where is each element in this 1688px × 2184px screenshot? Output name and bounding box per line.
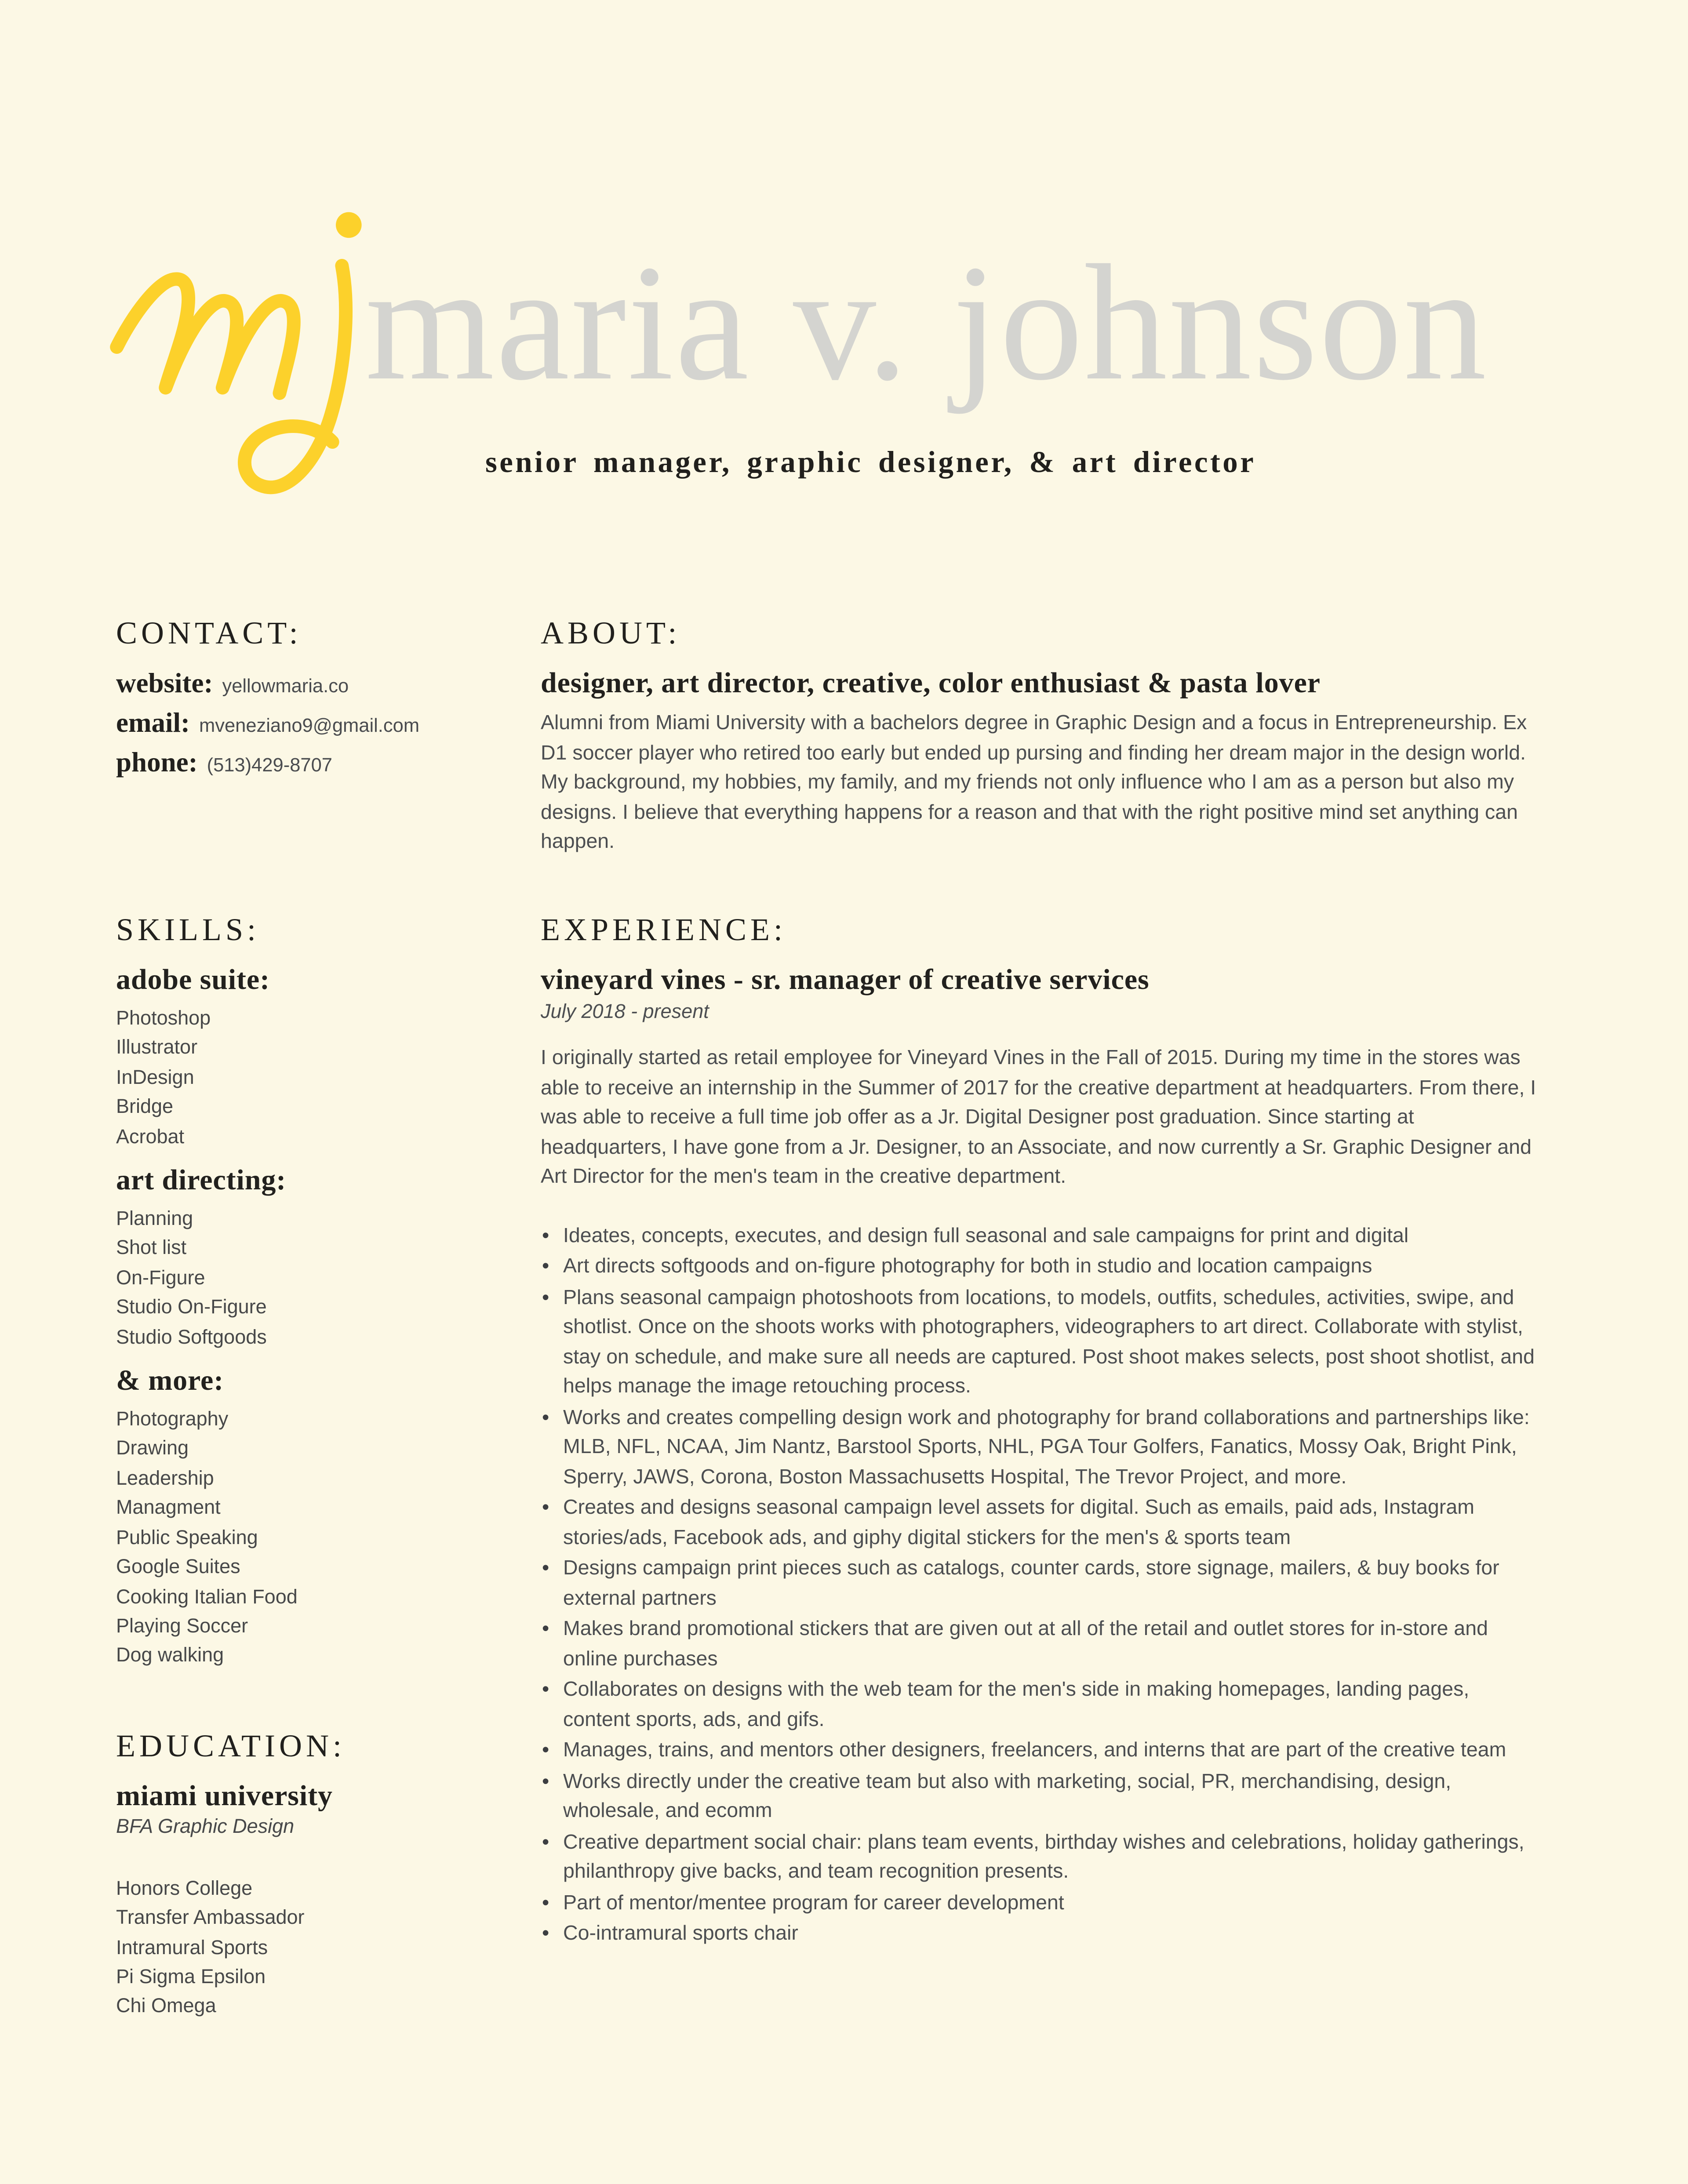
contact-row-website <box>116 667 541 700</box>
skill-list <box>116 1406 541 1672</box>
skill-item: On-Figure <box>116 1267 205 1290</box>
bullet-item: • Co-intramural sports chair <box>541 1920 1536 1950</box>
contact-section <box>116 617 541 914</box>
skill-group-more <box>116 1365 541 1672</box>
education-school: miami university <box>116 1778 333 1812</box>
logo-j-dot <box>336 212 362 238</box>
skill-item: Illustrator <box>116 1037 198 1060</box>
skill-item: Bridge <box>116 1096 174 1119</box>
education-activities-list <box>116 1875 541 2022</box>
bullet-item: • Collaborates on designs with the web team for the men's side in making homepages, landing pages, content sports, ads, and gifs. <box>541 1676 1536 1735</box>
education-activity: Transfer Ambassador <box>116 1907 305 1930</box>
bullet-item: • Art directs softgoods and on-figure photography for both in studio and location campaigns <box>541 1253 1536 1283</box>
education-heading: EDUCATION: <box>116 1730 346 1764</box>
job-summary: I originally started as retail employee for Vineyard Vines in the Fall of 2015. During my time in the stores was able to receive an internship in the Summer of 2017 for the creative department at headquarters. From there, I was able to receive a full time job offer as a Jr. Digital Designer post graduation. Since starting at headquarters, I have gone from a Jr. Designer, to an Associate, and now currently a Sr. Graphic Designer and Art Director for the men's team in the creative department. <box>541 1047 1536 1188</box>
education-activity: Intramural Sports <box>116 1936 268 1959</box>
website-value: yellowmaria.co <box>222 676 349 698</box>
contact-row-email <box>116 707 541 740</box>
bullet-item: • Manages, trains, and mentors other designers, freelancers, and interns that are part of the creative team <box>541 1737 1536 1766</box>
education-activity: Honors College <box>116 1877 253 1900</box>
job-dates: July 2018 - present <box>541 1001 709 1023</box>
education-activity: Chi Omega <box>116 1995 216 2018</box>
bullet-item: • Works and creates compelling design work and photography for brand collaborations and partnerships like: MLB, NFL, NCAA, Jim Nantz, Barstool Sports, NHL, PGA Tour Golfers, Fanatics, Mossy Oak, Bright Pink, Sperry, JAWS, Corona, Boston Massachusetts Hospital, The Trevor Project, and more. <box>541 1404 1536 1493</box>
resume-body <box>0 591 1688 2034</box>
phone-value: (513)429-8707 <box>207 756 332 777</box>
skill-group-adobe <box>116 964 541 1152</box>
skill-item: Studio On-Figure <box>116 1296 267 1319</box>
phone-label: phone: <box>116 746 198 778</box>
skill-group-title: & more: <box>116 1363 224 1397</box>
skill-item: Shot list <box>116 1237 187 1260</box>
skill-item: Planning <box>116 1208 193 1231</box>
skill-item: Public Speaking <box>116 1526 258 1549</box>
email-value: mveneziano9@gmail.com <box>199 716 420 737</box>
skill-item: Dog walking <box>116 1644 224 1667</box>
skill-item: Photoshop <box>116 1007 211 1030</box>
about-heading: ABOUT: <box>541 617 681 651</box>
experience-section <box>541 914 1536 1950</box>
about-subheading: designer, art director, creative, color enthusiast & pasta lover <box>541 666 1321 699</box>
website-label: website: <box>116 667 213 699</box>
bullet-item: • Creative department social chair: plans team events, birthday wishes and celebrations, holiday gatherings, philanthropy give backs, and team recognition presents. <box>541 1828 1536 1888</box>
skills-heading: SKILLS: <box>116 914 260 948</box>
left-column <box>116 617 541 2034</box>
job-title-tagline: senior manager, graphic designer, & art director <box>485 446 1256 479</box>
skill-item: Cooking Italian Food <box>116 1585 298 1608</box>
right-column <box>541 617 1589 2034</box>
skill-item: Playing Soccer <box>116 1615 248 1638</box>
contact-row-phone <box>116 746 541 779</box>
skill-list <box>116 1005 541 1152</box>
bullet-item: • Plans seasonal campaign photoshoots from locations, to models, outfits, schedules, activities, swipe, and shotlist. Once on the shoots works with photographers, videographers to art direct. Collaborate with stylist, stay on schedule, and make sure all needs are captured. Post shoot makes selects, post shoot shotlist, and helps manage the image retouching process. <box>541 1284 1536 1403</box>
bullet-item: • Designs campaign print pieces such as catalogs, counter cards, store signage, mailers, & buy books for external partners <box>541 1555 1536 1614</box>
skill-item: Drawing <box>116 1438 189 1461</box>
logo-j-stroke <box>244 265 346 487</box>
skill-item: Leadership <box>116 1467 214 1490</box>
email-label: email: <box>116 707 190 738</box>
bullet-item: • Works directly under the creative team but also with marketing, social, PR, merchandising, design, wholesale, and ecomm <box>541 1768 1536 1827</box>
bullet-item: • Part of mentor/mentee program for career development <box>541 1889 1536 1919</box>
bullet-item: • Makes brand promotional stickers that are given out at all of the retail and outlet stores for in-store and online purchases <box>541 1615 1536 1675</box>
skill-group-title: art directing: <box>116 1163 287 1196</box>
about-section <box>541 617 1536 914</box>
resume-header <box>0 0 1688 591</box>
bullet-item: • Creates and designs seasonal campaign level assets for digital. Such as emails, paid ads, Instagram stories/ads, Facebook ads, and giphy digital stickers for the men's & sports team <box>541 1494 1536 1553</box>
job-title: vineyard vines - sr. manager of creative services <box>541 963 1150 996</box>
experience-heading: EXPERIENCE: <box>541 914 786 948</box>
person-name: maria v. johnson <box>365 232 1488 415</box>
skill-item: Photography <box>116 1408 229 1431</box>
logo-m-stroke <box>117 279 294 393</box>
skill-item: InDesign <box>116 1066 194 1089</box>
skill-item: Acrobat <box>116 1125 185 1148</box>
skill-list <box>116 1205 541 1353</box>
bullet-item: • Ideates, concepts, executes, and design full seasonal and sale campaigns for print and digital <box>541 1222 1536 1252</box>
education-degree: BFA Graphic Design <box>116 1815 295 1838</box>
contact-heading: CONTACT: <box>116 617 302 651</box>
skill-group-art-directing <box>116 1164 541 1353</box>
skill-group-title: adobe suite: <box>116 963 270 996</box>
skill-item: Google Suites <box>116 1556 240 1579</box>
education-section <box>116 1730 541 2022</box>
skill-item: Studio Softgoods <box>116 1326 267 1348</box>
skills-section <box>116 914 541 1672</box>
about-body: Alumni from Miami University with a bachelors degree in Graphic Design and a focus in Entrepreneurship. Ex D1 soccer player who retired too early but ended up pursing and finding her dream major in the design world. My background, my hobbies, my family, and my friends not only influence who I am as a person but also my designs. I believe that everything happens for a reason and that with the right positive mind set anything can happen. <box>541 712 1527 853</box>
skill-item: Managment <box>116 1497 221 1519</box>
job-bullet-list <box>541 1222 1536 1950</box>
education-activity: Pi Sigma Epsilon <box>116 1966 266 1988</box>
